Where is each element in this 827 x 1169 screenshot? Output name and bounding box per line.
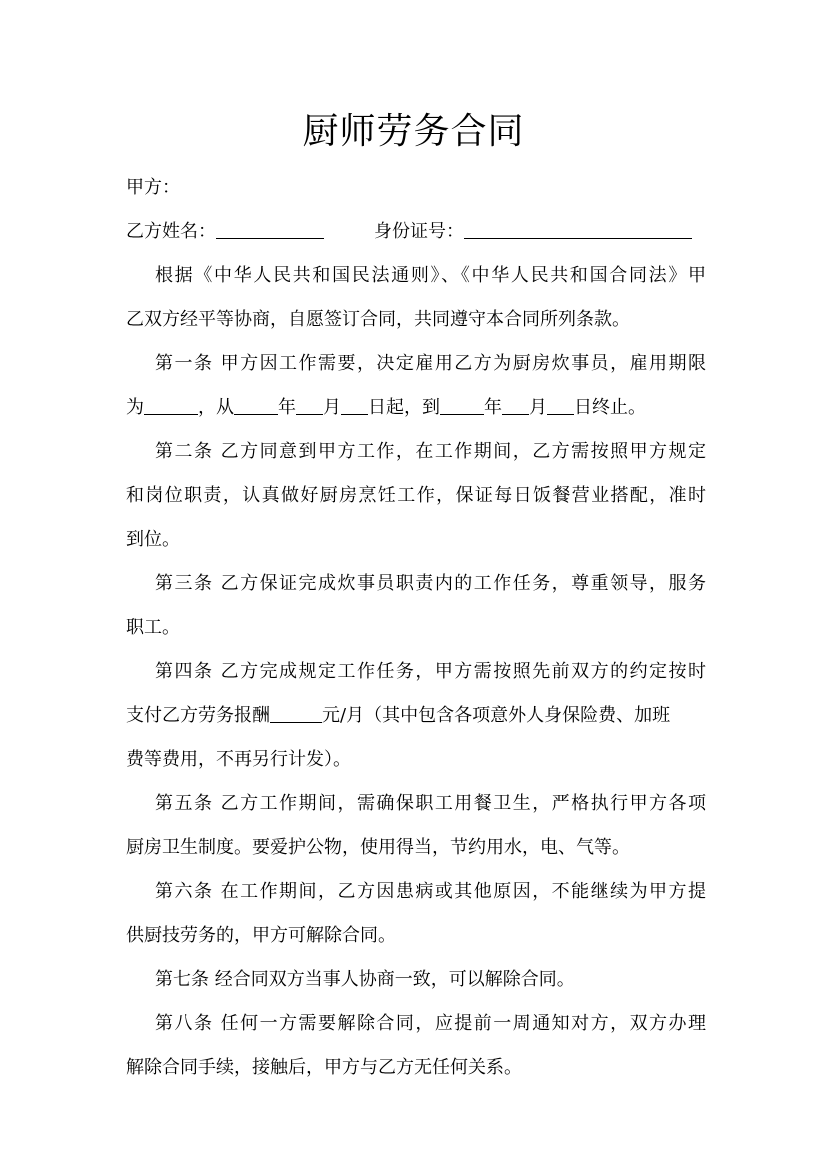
end-month-blank[interactable] [502, 396, 529, 415]
article-1-text: 日终止。 [574, 397, 646, 418]
term-duration-blank[interactable] [144, 396, 198, 415]
party-b-name-label: 乙方姓名： [126, 221, 216, 242]
article-1-line-2 [126, 396, 706, 420]
document-title: 厨师劳务合同 [302, 111, 525, 152]
article-5-line-1: 第五条 乙方工作期间，需确保职工用餐卫生，严格执行甲方各项 [155, 793, 706, 814]
party-a-label: 甲方： [126, 177, 180, 198]
article-6-line-2: 供厨技劳务的，甲方可解除合同。 [126, 925, 396, 946]
article-1-text: ，从 [198, 397, 234, 418]
article-3-line-1: 第三条 乙方保证完成炊事员职责内的工作任务，尊重领导，服务 [155, 573, 706, 594]
party-b-line [126, 220, 706, 244]
start-year-blank[interactable] [234, 396, 278, 415]
party-a-line [126, 176, 706, 200]
preamble-line-1: 根据《中华人民共和国民法通则》、《中华人民共和国合同法》甲 [155, 265, 706, 286]
article-2-line-1: 第二条 乙方同意到甲方工作，在工作期间，乙方需按照甲方规定 [155, 441, 706, 462]
preamble-line-2: 乙双方经平等协商，自愿签订合同，共同遵守本合同所列条款。 [126, 309, 630, 330]
article-2-line-3: 到位。 [126, 529, 180, 550]
article-3-line-2: 职工。 [126, 617, 180, 638]
party-b-name-blank[interactable] [216, 220, 324, 239]
end-day-blank[interactable] [547, 396, 574, 415]
article-1-text: 年 [484, 397, 502, 418]
article-1-text: 为 [126, 397, 144, 418]
article-4-line-2 [126, 704, 706, 728]
article-4-line-3: 费等费用，不再另行计发）。 [126, 749, 351, 770]
article-4-text: 元/月（其中包含各项意外人身保险费、加班 [322, 705, 671, 726]
article-1-text: 月 [323, 397, 341, 418]
article-6-line-1: 第六条 在工作期间，乙方因患病或其他原因，不能继续为甲方提 [155, 881, 706, 902]
article-2-line-2: 和岗位职责，认真做好厨房烹饪工作，保证每日饭餐营业搭配，准时 [126, 485, 706, 506]
article-1-text: 月 [529, 397, 547, 418]
monthly-pay-blank[interactable] [270, 704, 322, 723]
article-4-text: 支付乙方劳务报酬 [126, 705, 270, 726]
article-7-line-1: 第七条 经合同双方当事人协商一致，可以解除合同。 [155, 969, 575, 990]
id-number-blank[interactable] [464, 220, 692, 239]
article-5-line-2: 厨房卫生制度。要爱护公物，使用得当，节约用水，电、气等。 [126, 837, 630, 858]
end-year-blank[interactable] [440, 396, 484, 415]
id-number-label: 身份证号： [374, 221, 464, 242]
article-4-line-1: 第四条 乙方完成规定工作任务，甲方需按照先前双方的约定按时 [155, 661, 706, 682]
article-8-line-2: 解除合同手续，接触后，甲方与乙方无任何关系。 [126, 1057, 522, 1078]
article-8-line-1: 第八条 任何一方需要解除合同，应提前一周通知对方，双方办理 [155, 1013, 706, 1034]
start-day-blank[interactable] [341, 396, 368, 415]
start-month-blank[interactable] [296, 396, 323, 415]
article-1-text: 年 [278, 397, 296, 418]
article-1-text: 日起，到 [368, 397, 440, 418]
article-1-line-1: 第一条 甲方因工作需要，决定雇用乙方为厨房炊事员，雇用期限 [155, 353, 706, 374]
